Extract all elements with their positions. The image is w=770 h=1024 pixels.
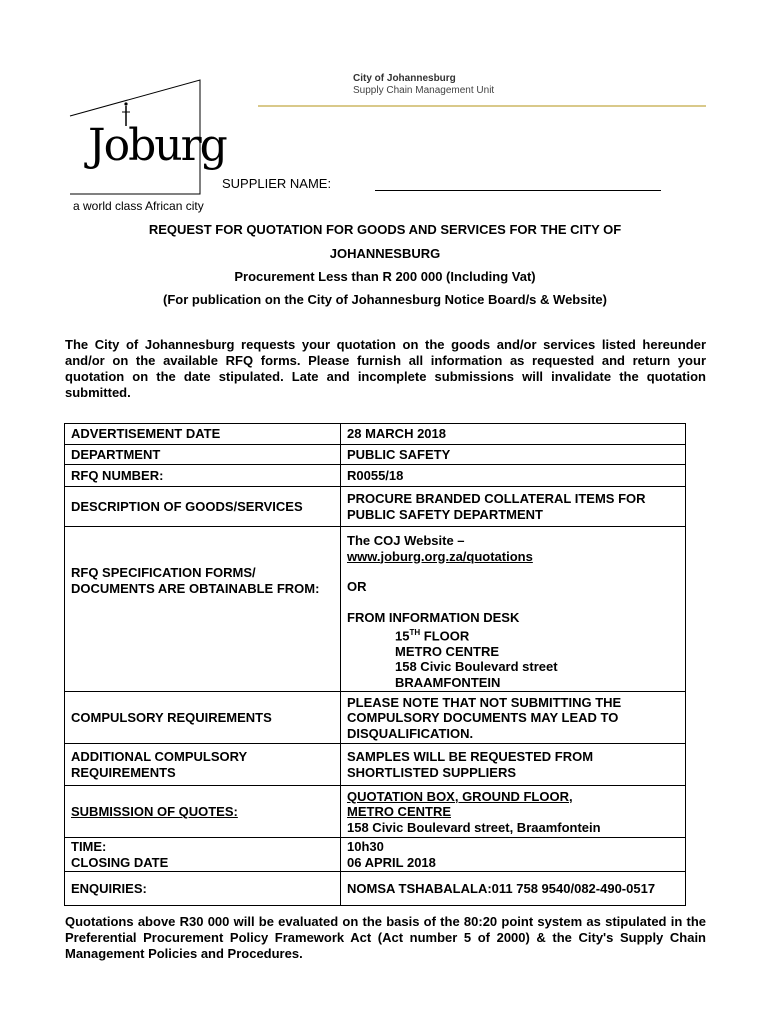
intro-paragraph: The City of Johannesburg requests your quotation on the goods and/or services listed hereunder and/or on the available RFQ forms. Please furnish all information as requested and return your quotation on the date stipulated. Late and incomplete submissions will invalidate the quotation submitted.	[65, 337, 706, 400]
additional-compulsory-label: ADDITIONAL COMPULSORY REQUIREMENTS	[65, 744, 341, 786]
rfq-details-table	[64, 423, 686, 906]
header-divider	[258, 105, 706, 107]
supplier-name-line	[375, 190, 661, 191]
rfq-number-value: R0055/18	[341, 465, 686, 487]
forms-website-intro: The COJ Website –	[347, 533, 465, 548]
rfq-number-label: RFQ NUMBER:	[65, 465, 341, 487]
table-row	[65, 872, 686, 906]
supplier-name-label: SUPPLIER NAME:	[222, 176, 332, 191]
time-closing-value	[341, 838, 686, 872]
logo-tagline: a world class African city	[73, 199, 204, 213]
title-line-2: JOHANNESBURG	[329, 246, 441, 261]
table-row	[65, 424, 686, 445]
closing-date-value: 06 APRIL 2018	[347, 854, 436, 870]
table-row	[65, 527, 686, 692]
enquiries-value: NOMSA TSHABALALA:011 758 9540/082-490-0517	[341, 872, 686, 906]
title-line-4: (For publication on the City of Johannesburg Notice Board/s & Website)	[163, 292, 607, 307]
title-line-3: Procurement Less than R 200 000 (Including Vat)	[234, 269, 536, 284]
time-value: 10h30	[347, 839, 384, 855]
time-label: TIME:	[71, 839, 107, 855]
forms-desk: FROM INFORMATION DESK	[347, 609, 520, 625]
submission-label: SUBMISSION OF QUOTES:	[65, 786, 341, 838]
department-value: PUBLIC SAFETY	[341, 445, 686, 465]
table-row	[65, 465, 686, 487]
adv-date-value: 28 MARCH 2018	[341, 424, 686, 445]
forms-or: OR	[347, 579, 367, 594]
submission-line-2: METRO CENTRE	[347, 804, 451, 820]
table-row	[65, 487, 686, 527]
footer-paragraph: Quotations above R30 000 will be evaluated on the basis of the 80:20 point system as stipulated in the Preferential Procurement Policy Framework Act (Act number 5 of 2000) & the City's Supply Chain Management Policies and Procedures.	[65, 914, 706, 961]
compulsory-value: PLEASE NOTE THAT NOT SUBMITTING THE COMPULSORY DOCUMENTS MAY LEAD TO DISQUALIFICATION.	[341, 692, 686, 744]
header-unit: Supply Chain Management Unit	[353, 85, 495, 96]
department-label: DEPARTMENT	[65, 445, 341, 465]
submission-line-3: 158 Civic Boulevard street, Braamfontein	[347, 819, 601, 835]
table-row	[65, 692, 686, 744]
description-value: PROCURE BRANDED COLLATERAL ITEMS FOR PUBLIC SAFETY DEPARTMENT	[341, 487, 686, 527]
submission-value	[341, 786, 686, 838]
description-label: DESCRIPTION OF GOODS/SERVICES	[65, 487, 341, 527]
closing-date-label: CLOSING DATE	[71, 854, 169, 870]
additional-compulsory-value: SAMPLES WILL BE REQUESTED FROM SHORTLISTED SUPPLIERS	[341, 744, 686, 786]
enquiries-label: ENQUIRIES:	[65, 872, 341, 906]
joburg-logo-word: Joburg	[88, 120, 226, 171]
table-row	[65, 445, 686, 465]
time-closing-label	[65, 838, 341, 872]
table-row	[65, 838, 686, 872]
forms-centre: METRO CENTRE	[395, 643, 499, 659]
table-row	[65, 786, 686, 838]
table-row	[65, 744, 686, 786]
header-org: City of Johannesburg	[353, 73, 456, 84]
submission-line-1: QUOTATION BOX, GROUND FLOOR,	[347, 788, 573, 804]
forms-street: 158 Civic Boulevard street	[395, 659, 558, 675]
forms-value	[341, 527, 686, 692]
quotations-website-link[interactable]: www.joburg.org.za/quotations	[347, 548, 533, 564]
forms-floor: 15TH FLOOR	[395, 628, 470, 644]
adv-date-label: ADVERTISEMENT DATE	[65, 424, 341, 445]
forms-label: RFQ SPECIFICATION FORMS/ DOCUMENTS ARE OBTAINABLE FROM:	[65, 527, 341, 692]
title-line-1: REQUEST FOR QUOTATION FOR GOODS AND SERVICES FOR THE CITY OF	[148, 222, 622, 237]
compulsory-label: COMPULSORY REQUIREMENTS	[65, 692, 341, 744]
forms-suburb: BRAAMFONTEIN	[395, 674, 501, 690]
